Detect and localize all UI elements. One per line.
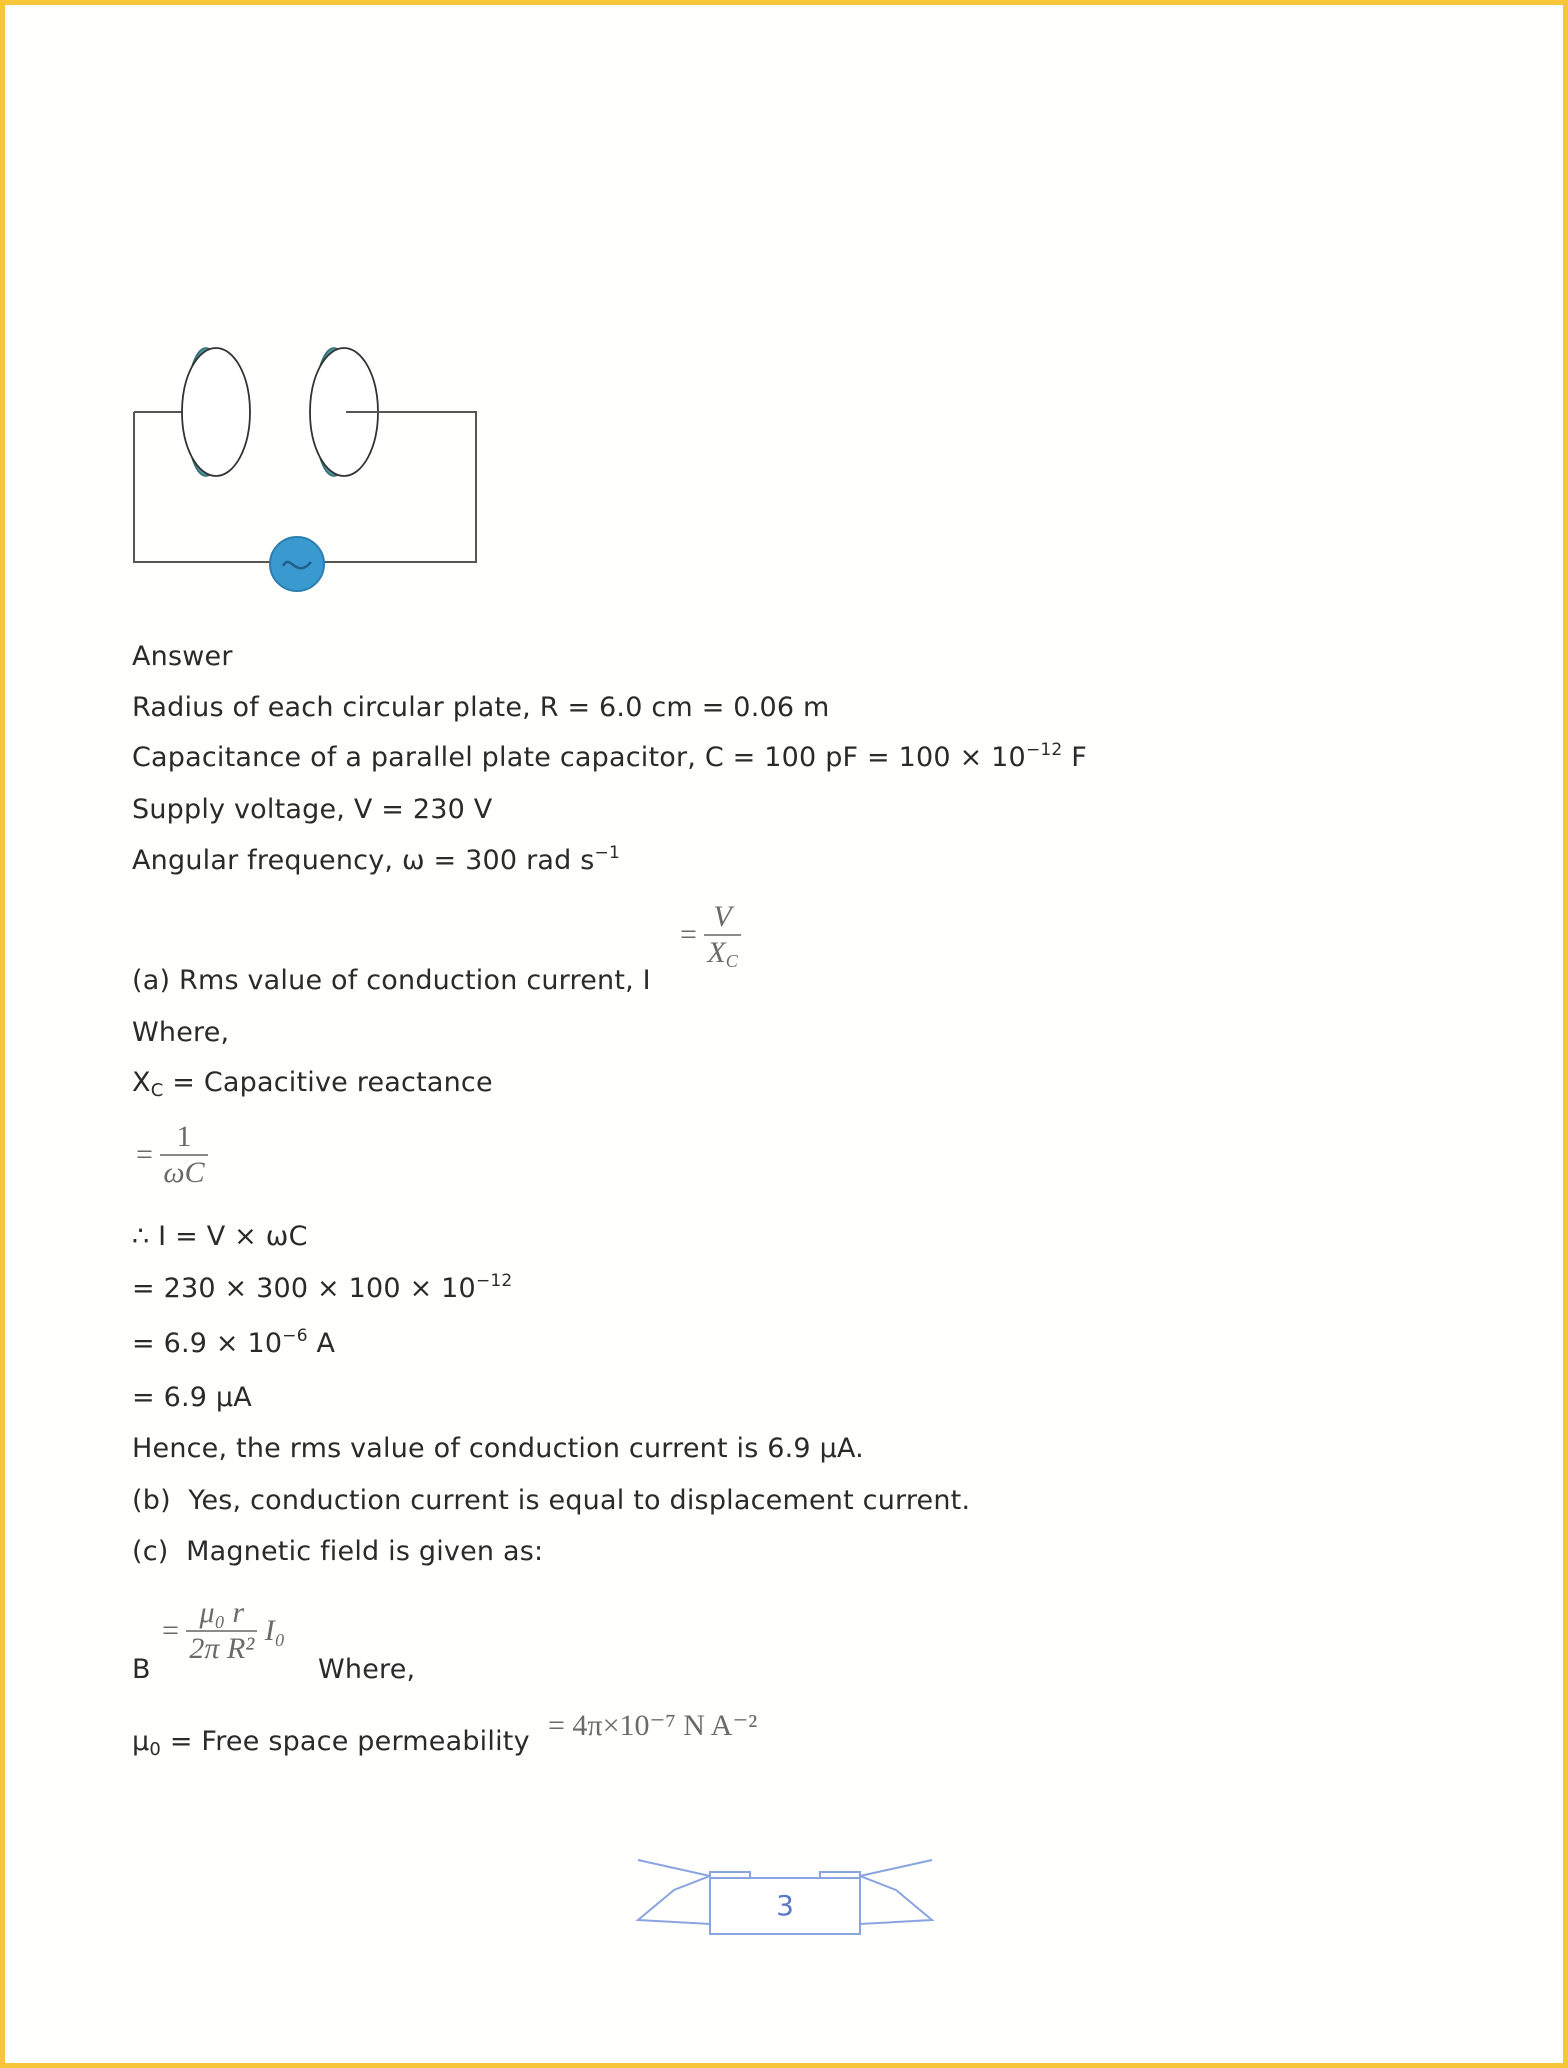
xc-definition: $X_C$ = Capacitive reactance — [132, 1067, 493, 1101]
page-number-ribbon — [630, 1848, 940, 1938]
given-voltage: Supply voltage, V = 230 V — [132, 794, 493, 825]
magnetic-field-formula: = $\frac{\text{μ₀ r}}{\text{2π R²}}$ I₀ — [162, 1596, 286, 1665]
part-c-label: (c) Magnetic field is given as: — [132, 1536, 544, 1567]
where-label-c: Where, — [318, 1654, 416, 1685]
page-number: 3 — [776, 1889, 794, 1922]
given-radius: Radius of each circular plate, R = 6.0 cm = 0.06 m — [132, 692, 830, 723]
given-angular-frequency: Angular frequency, ω = 300 rad $s^{-1}$ — [132, 843, 620, 876]
given-capacitance: Capacitance of a parallel plate capacitor, C = 100 pF = $100 \times 10^{-12}$ F — [132, 740, 1087, 773]
step-4: = 6.9 µA — [132, 1382, 252, 1413]
answer-heading: Answer — [132, 641, 233, 672]
ac-source-icon — [270, 537, 324, 591]
part-a-label: (a) Rms value of conduction current, I — [132, 965, 651, 996]
mu0-definition: µ$_0$ = Free space permeability — [132, 1726, 530, 1760]
capacitor-plate-left — [182, 348, 250, 476]
step-1: ∴ I = V × ωC — [132, 1221, 308, 1252]
part-b: (b) Yes, conduction current is equal to displacement current. — [132, 1485, 971, 1516]
current-formula: = $\frac{V}{X_C}$ — [680, 900, 741, 970]
capacitor-circuit-diagram — [120, 330, 490, 604]
part-a-conclusion: Hence, the rms value of conduction current is 6.9 µA. — [132, 1433, 864, 1464]
where-label: Where, — [132, 1017, 230, 1048]
step-3: = $6.9 \times 10^{-6}$ A — [132, 1326, 336, 1359]
step-2: = $230 \times 300 \times 100 \times 10^{-12}$ — [132, 1271, 513, 1304]
mu0-value: = 4π×10⁻⁷ N A⁻² — [548, 1709, 758, 1742]
b-symbol: B — [132, 1654, 151, 1685]
xc-formula: = $\frac{1}{\omega C}$ — [136, 1120, 208, 1190]
